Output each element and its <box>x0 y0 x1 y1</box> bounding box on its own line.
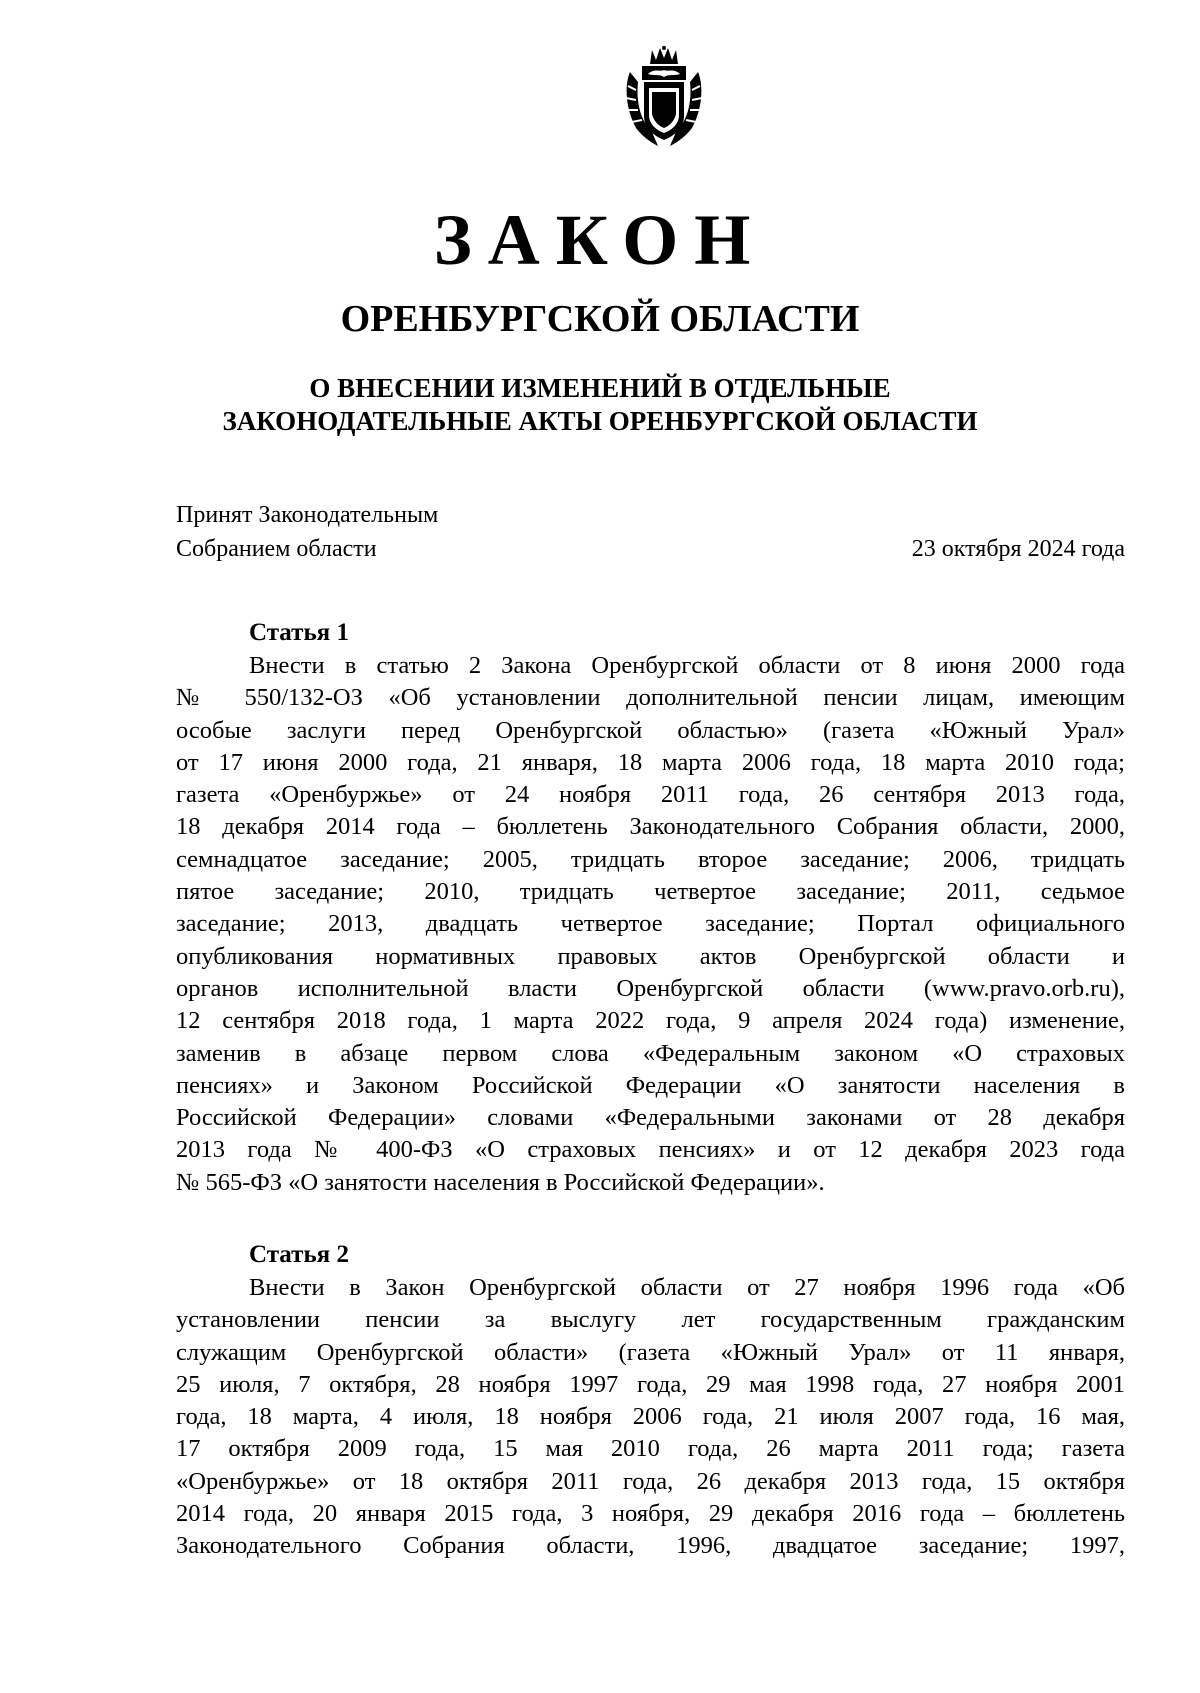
article-heading: Статья 2 <box>249 1241 349 1268</box>
article-line: № 565-ФЗ «О занятости населения в Российской Федерации». <box>176 1168 825 1196</box>
article-line: от 17 июня 2000 года, 21 января, 18 марта 2006 года, 18 марта 2010 года; <box>176 748 1125 776</box>
article-line: 2014 года, 20 января 2015 года, 3 ноября, 29 декабря 2016 года – бюллетень <box>176 1500 1125 1528</box>
article-line: 12 сентября 2018 года, 1 марта 2022 года, 9 апреля 2024 года) изменение, <box>176 1007 1125 1035</box>
article-line: особые заслуги перед Оренбургской областью» (газета «Южный Урал» <box>176 716 1125 744</box>
article-line: пятое заседание; 2010, тридцать четвертое заседание; 2011, седьмое <box>176 878 1125 906</box>
article-line: 18 декабря 2014 года – бюллетень Законодательного Собрания области, 2000, <box>176 813 1125 841</box>
article-line: 25 июля, 7 октября, 28 ноября 1997 года, 29 мая 1998 года, 27 ноября 2001 <box>176 1370 1125 1398</box>
article-line: «Оренбуржье» от 18 октября 2011 года, 26 декабря 2013 года, 15 октября <box>176 1467 1125 1495</box>
article-2 <box>176 1238 1125 1563</box>
subject-line-1: О ВНЕСЕНИИ ИЗМЕНЕНИЙ В ОТДЕЛЬНЫЕ <box>309 373 891 403</box>
subject-line-2: ЗАКОНОДАТЕЛЬНЫЕ АКТЫ ОРЕНБУРГСКОЙ ОБЛАСТИ <box>222 406 978 436</box>
adoption-line-2: Собранием области <box>176 536 377 562</box>
document-subject <box>0 372 1200 438</box>
article-body <box>176 650 1125 1199</box>
article-line: органов исполнительной власти Оренбургской области (www.pravo.orb.ru), <box>176 974 1125 1002</box>
article-line: газета «Оренбуржье» от 24 ноября 2011 года, 26 сентября 2013 года, <box>176 781 1125 809</box>
article-line: 2013 года № 400-ФЗ «О страховых пенсиях» и от 12 декабря 2023 года <box>176 1136 1125 1164</box>
article-line: Законодательного Собрания области, 1996, двадцатое заседание; 1997, <box>176 1532 1125 1560</box>
article-line: Российской Федерации» словами «Федеральными законами от 28 декабря <box>176 1104 1125 1132</box>
article-line: 17 октября 2009 года, 15 мая 2010 года, 26 марта 2011 года; газета <box>176 1435 1125 1463</box>
article-heading: Статья 1 <box>249 619 349 646</box>
article-body <box>176 1272 1125 1563</box>
article-line: заменив в абзаце первом слова «Федеральным законом «О страховых <box>176 1039 1125 1067</box>
adoption-date: 23 октября 2024 года <box>911 536 1125 562</box>
article-line: семнадцатое заседание; 2005, тридцать второе заседание; 2006, тридцать <box>176 845 1125 873</box>
article-line: опубликования нормативных правовых актов Оренбургской области и <box>176 942 1125 970</box>
article-line: Внести в статью 2 Закона Оренбургской области от 8 июня 2000 года <box>249 652 1125 679</box>
article-line: заседание; 2013, двадцать четвертое заседание; Портал официального <box>176 910 1125 938</box>
document-title: ЗАКОН <box>433 200 767 280</box>
document-region: ОРЕНБУРГСКОЙ ОБЛАСТИ <box>340 298 860 340</box>
article-line: пенсиях» и Законом Российской Федерации «О занятости населения в <box>176 1071 1125 1099</box>
coat-of-arms-icon <box>622 46 706 148</box>
adoption-note <box>176 498 438 566</box>
article-line: Внести в Закон Оренбургской области от 27 ноября 1996 года «Об <box>249 1274 1125 1301</box>
adoption-line-1: Принят Законодательным <box>176 502 439 528</box>
article-line: установлении пенсии за выслугу лет государственным гражданским <box>176 1306 1125 1334</box>
article-line: № 550/132-ОЗ «Об установлении дополнительной пенсии лицам, имеющим <box>176 684 1125 712</box>
article-line: служащим Оренбургской области» (газета «Южный Урал» от 11 января, <box>176 1338 1125 1366</box>
article-line: года, 18 марта, 4 июля, 18 ноября 2006 года, 21 июля 2007 года, 16 мая, <box>176 1403 1125 1431</box>
article-1 <box>176 616 1125 1199</box>
